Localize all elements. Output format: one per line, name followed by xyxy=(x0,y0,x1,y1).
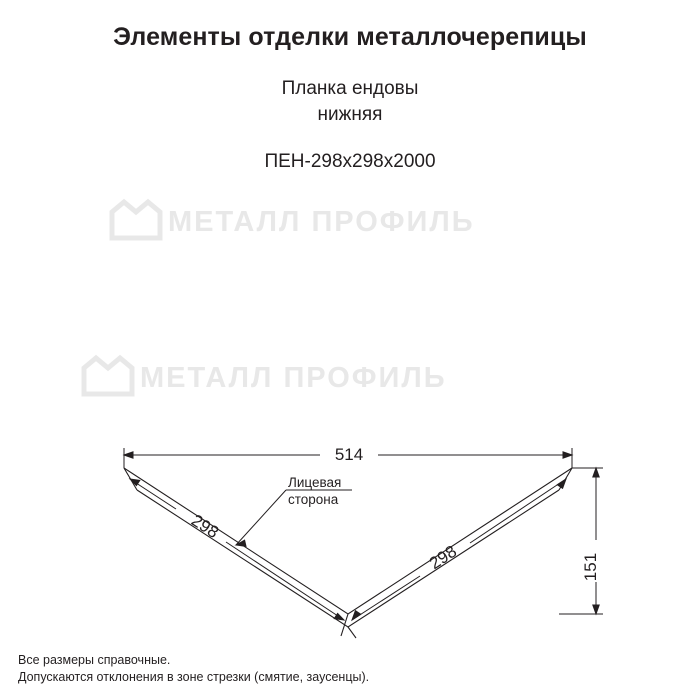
face-side-label-line-2: сторона xyxy=(288,492,339,507)
footer-note-1: Все размеры справочные. xyxy=(18,653,171,667)
footer-note-2: Допускаются отклонения в зоне стрезки (смятие, заусенцы). xyxy=(18,670,370,684)
title-block xyxy=(0,22,700,174)
footer-notes xyxy=(18,652,369,686)
dimension-label-left-flange: 298 xyxy=(187,510,223,543)
product-name-line-2: нижняя xyxy=(317,104,383,125)
profile-outline xyxy=(124,468,572,638)
dimension-label-right-flange: 298 xyxy=(425,541,461,574)
watermark-text-bottom: МЕТАЛЛ ПРОФИЛЬ xyxy=(140,362,447,394)
watermark-text-top: МЕТАЛЛ ПРОФИЛЬ xyxy=(168,206,475,238)
dimension-label-top-width: 514 xyxy=(334,445,364,464)
technical-drawing xyxy=(0,190,700,582)
product-code: ПЕН-298х298х2000 xyxy=(264,151,436,172)
dimension-right-flange xyxy=(352,479,566,620)
dimension-label-height: 151 xyxy=(581,552,600,582)
page-title: Элементы отделки металлочерепицы xyxy=(113,23,587,51)
dimension-height xyxy=(559,468,603,614)
face-side-label-line-1: Лицевая xyxy=(288,475,342,490)
product-name-line-1: Планка ендовы xyxy=(281,78,419,99)
